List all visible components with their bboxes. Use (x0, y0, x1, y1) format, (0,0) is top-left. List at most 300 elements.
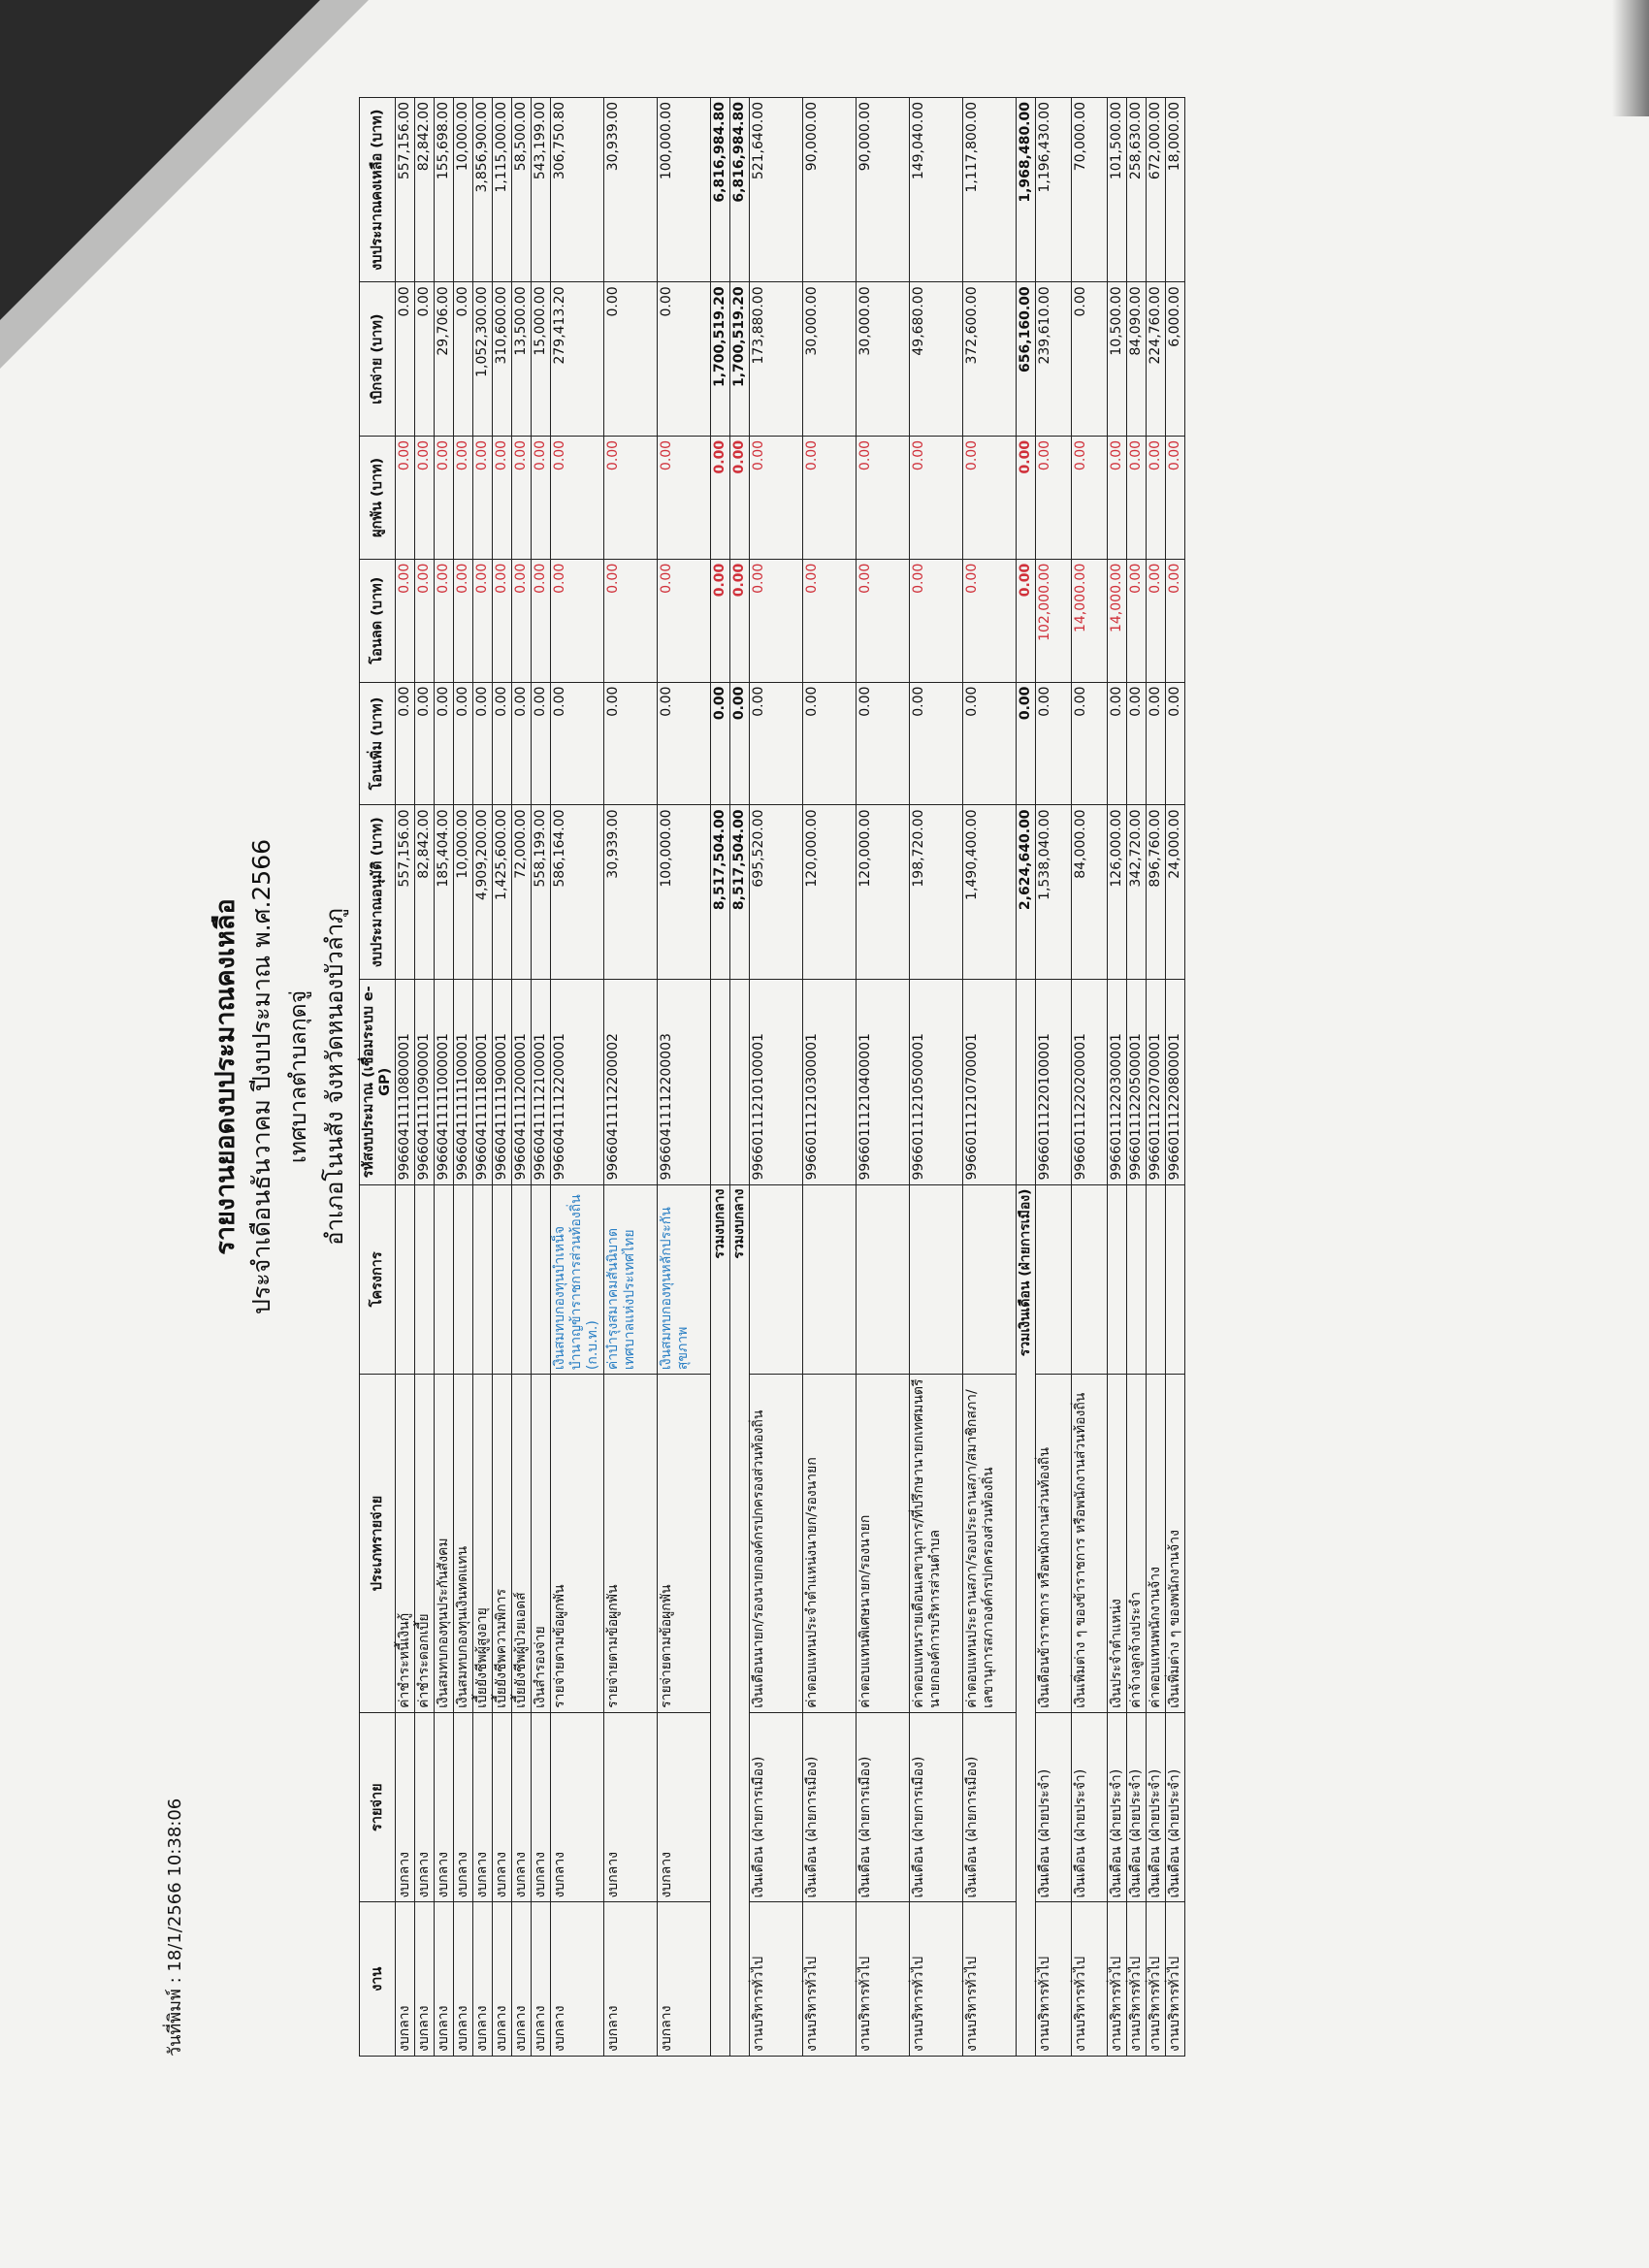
cell-raijai: เงินเดือน (ฝ่ายการเมือง) (750, 1712, 803, 1902)
cell-spent: 10,500.00 (1108, 282, 1127, 437)
subtotal-commit: 0.00 (1017, 436, 1036, 559)
cell-project (1108, 1184, 1127, 1375)
cell-spent: 0.00 (604, 282, 658, 437)
cell-project (1166, 1184, 1185, 1375)
cell-code: 99660111210500001 (910, 980, 963, 1184)
scan-edge (1612, 0, 1649, 116)
cell-pra: เงินเดือนข้าราชการ หรือพนักงานส่วนท้องถิ่น (1036, 1375, 1072, 1713)
cell-code: 99660411112200002 (604, 980, 658, 1184)
cell-pra: เบี้ยยังชีพความพิการ (493, 1375, 512, 1713)
subtotal-approved: 8,517,504.00 (730, 805, 750, 980)
subtotal-code (730, 980, 750, 1184)
table-row (473, 98, 493, 2057)
cell-project (435, 1184, 454, 1375)
cell-reduce: 102,000.00 (1036, 559, 1072, 682)
cell-add: 0.00 (473, 682, 493, 805)
cell-pra: เงินสำรองจ่าย (532, 1375, 551, 1713)
table-row (857, 98, 910, 2057)
cell-reduce: 0.00 (1127, 559, 1147, 682)
cell-commit: 0.00 (1072, 436, 1108, 559)
cell-approved: 1,538,040.00 (1036, 805, 1072, 980)
cell-remain: 70,000.00 (1072, 98, 1108, 282)
cell-code: 99660411112000001 (512, 980, 532, 1184)
cell-raijai: งบกลาง (658, 1712, 711, 1902)
cell-remain: 30,939.00 (604, 98, 658, 282)
col-pra: ประเภทรายจ่าย (360, 1375, 396, 1713)
cell-approved: 72,000.00 (512, 805, 532, 980)
cell-ngan: งบกลาง (454, 1902, 473, 2057)
subtotal-code (711, 980, 730, 1184)
cell-raijai: งบกลาง (512, 1712, 532, 1902)
subtotal-remain: 6,816,984.80 (711, 98, 730, 282)
cell-approved: 82,842.00 (415, 805, 435, 980)
col-project: โครงการ (360, 1184, 396, 1375)
cell-commit: 0.00 (415, 436, 435, 559)
cell-approved: 24,000.00 (1166, 805, 1185, 980)
cell-pra: เงินสมทบกองทุนประกันสังคม (435, 1375, 454, 1713)
cell-remain: 672,000.00 (1147, 98, 1166, 282)
col-commit: ผูกพัน (บาท) (360, 436, 396, 559)
table-row (454, 98, 473, 2057)
cell-raijai: เงินเดือน (ฝ่ายประจำ) (1147, 1712, 1166, 1902)
cell-approved: 198,720.00 (910, 805, 963, 980)
cell-raijai: เงินเดือน (ฝ่ายประจำ) (1036, 1712, 1072, 1902)
subtotal-label: รวมงบกลาง (730, 1184, 750, 2056)
cell-reduce: 0.00 (803, 559, 857, 682)
cell-remain: 90,000.00 (803, 98, 857, 282)
col-add: โอนเพิ่ม (บาท) (360, 682, 396, 805)
cell-approved: 120,000.00 (857, 805, 910, 980)
cell-raijai: งบกลาง (532, 1712, 551, 1902)
cell-ngan: งานบริหารทั่วไป (910, 1902, 963, 2057)
cell-commit: 0.00 (1166, 436, 1185, 559)
cell-pra: เบี้ยยังชีพผู้สูงอายุ (473, 1375, 493, 1713)
table-row (963, 98, 1017, 2057)
col-approved: งบประมาณอนุมัติ (บาท) (360, 805, 396, 980)
subtotal-reduce: 0.00 (730, 559, 750, 682)
rotated-document (146, 68, 1445, 2086)
cell-raijai: งบกลาง (493, 1712, 512, 1902)
subtotal-label: รวมงบกลาง (711, 1184, 730, 2056)
cell-raijai: เงินเดือน (ฝ่ายประจำ) (1127, 1712, 1147, 1902)
col-remain: งบประมาณคงเหลือ (บาท) (360, 98, 396, 282)
cell-add: 0.00 (803, 682, 857, 805)
cell-reduce: 0.00 (493, 559, 512, 682)
subtotal-commit: 0.00 (730, 436, 750, 559)
subtotal-row (730, 98, 750, 2057)
table-row (415, 98, 435, 2057)
cell-project: เงินสมทบกองทุนหลักประกันสุขภาพ (658, 1184, 711, 1375)
cell-spent: 15,000.00 (532, 282, 551, 437)
cell-project (1147, 1184, 1166, 1375)
cell-raijai: เงินเดือน (ฝ่ายการเมือง) (803, 1712, 857, 1902)
cell-spent: 224,760.00 (1147, 282, 1166, 437)
table-row (1127, 98, 1147, 2057)
cell-approved: 557,156.00 (396, 805, 415, 980)
cell-remain: 10,000.00 (454, 98, 473, 282)
cell-spent: 29,706.00 (435, 282, 454, 437)
cell-commit: 0.00 (803, 436, 857, 559)
table-row (532, 98, 551, 2057)
cell-project (512, 1184, 532, 1375)
cell-raijai: งบกลาง (551, 1712, 604, 1902)
subtotal-add: 0.00 (730, 682, 750, 805)
subtotal-add: 0.00 (711, 682, 730, 805)
cell-remain: 18,000.00 (1166, 98, 1185, 282)
table-row (435, 98, 454, 2057)
cell-commit: 0.00 (963, 436, 1017, 559)
table-row (551, 98, 604, 2057)
report-org: เทศบาลตำบลกุดจู่ (286, 989, 311, 1164)
cell-code: 99660411111100001 (454, 980, 473, 1184)
subtotal-add: 0.00 (1017, 682, 1036, 805)
cell-reduce: 0.00 (963, 559, 1017, 682)
cell-approved: 558,199.00 (532, 805, 551, 980)
cell-ngan: งบกลาง (512, 1902, 532, 2057)
cell-ngan: งานบริหารทั่วไป (803, 1902, 857, 2057)
cell-project (396, 1184, 415, 1375)
cell-commit: 0.00 (750, 436, 803, 559)
report-location: อำเภอโนนสัง จังหวัดหนองบัวลำภู (321, 908, 348, 1246)
subtotal-reduce: 0.00 (1017, 559, 1036, 682)
cell-project (532, 1184, 551, 1375)
cell-add: 0.00 (454, 682, 473, 805)
cell-pra: ค่าตอบแทนประธานสภา/รองประธานสภา/สมาชิกสภา/เลขานุการสภาองค์กรปกครองส่วนท้องถิ่น (963, 1375, 1017, 1713)
table-row (396, 98, 415, 2057)
cell-code: 99660411110900001 (415, 980, 435, 1184)
cell-spent: 49,680.00 (910, 282, 963, 437)
cell-remain: 306,750.80 (551, 98, 604, 282)
cell-project (1127, 1184, 1147, 1375)
cell-reduce: 0.00 (415, 559, 435, 682)
cell-approved: 10,000.00 (454, 805, 473, 980)
report-period: ประจำเดือนธันวาคม ปีงบประมาณ พ.ศ.2566 (247, 838, 275, 1315)
subtotal-spent: 1,700,519.20 (730, 282, 750, 437)
cell-project (750, 1184, 803, 1375)
cell-approved: 30,939.00 (604, 805, 658, 980)
cell-code: 99660111220100001 (1036, 980, 1072, 1184)
cell-add: 0.00 (1127, 682, 1147, 805)
table-row (1036, 98, 1072, 2057)
table-body-staff-salary (1036, 98, 1185, 2057)
cell-reduce: 0.00 (551, 559, 604, 682)
subtotals-central (711, 98, 750, 2057)
cell-add: 0.00 (415, 682, 435, 805)
subtotals-political (1017, 98, 1036, 2057)
cell-spent: 84,090.00 (1127, 282, 1147, 437)
table-row (604, 98, 658, 2057)
cell-remain: 543,199.00 (532, 98, 551, 282)
cell-project (910, 1184, 963, 1375)
cell-raijai: เงินเดือน (ฝ่ายการเมือง) (963, 1712, 1017, 1902)
cell-reduce: 0.00 (435, 559, 454, 682)
col-reduce: โอนลด (บาท) (360, 559, 396, 682)
cell-ngan: งานบริหารทั่วไป (1072, 1902, 1108, 2057)
cell-spent: 279,413.20 (551, 282, 604, 437)
cell-raijai: งบกลาง (604, 1712, 658, 1902)
cell-code: 99660411110800001 (396, 980, 415, 1184)
cell-spent: 0.00 (658, 282, 711, 437)
cell-reduce: 0.00 (910, 559, 963, 682)
cell-remain: 155,698.00 (435, 98, 454, 282)
cell-add: 0.00 (658, 682, 711, 805)
cell-pra: ค่าชำระดอกเบี้ย (415, 1375, 435, 1713)
cell-remain: 1,117,800.00 (963, 98, 1017, 282)
table-row (803, 98, 857, 2057)
cell-approved: 342,720.00 (1127, 805, 1147, 980)
cell-reduce: 0.00 (658, 559, 711, 682)
cell-add: 0.00 (857, 682, 910, 805)
cell-add: 0.00 (1036, 682, 1072, 805)
cell-raijai: เงินเดือน (ฝ่ายการเมือง) (857, 1712, 910, 1902)
cell-raijai: งบกลาง (435, 1712, 454, 1902)
cell-pra: ค่าตอบแทนพิเศษนายก/รองนายก (857, 1375, 910, 1713)
cell-project (415, 1184, 435, 1375)
cell-pra: รายจ่ายตามข้อผูกพัน (604, 1375, 658, 1713)
cell-pra: ค่าชำระหนี้เงินกู้ (396, 1375, 415, 1713)
table-row (658, 98, 711, 2057)
cell-code: 99660111220200001 (1072, 980, 1108, 1184)
cell-code: 99660411111900001 (493, 980, 512, 1184)
subtotal-commit: 0.00 (711, 436, 730, 559)
cell-code: 99660411112200001 (551, 980, 604, 1184)
cell-pra: เงินสมทบกองทุนเงินทดแทน (454, 1375, 473, 1713)
table-row (1166, 98, 1185, 2057)
cell-commit: 0.00 (551, 436, 604, 559)
cell-project (473, 1184, 493, 1375)
subtotal-row (1017, 98, 1036, 2057)
cell-add: 0.00 (963, 682, 1017, 805)
cell-spent: 0.00 (415, 282, 435, 437)
table-row (750, 98, 803, 2057)
col-ngan: งาน (360, 1902, 396, 2057)
cell-approved: 4,909,200.00 (473, 805, 493, 980)
cell-spent: 310,600.00 (493, 282, 512, 437)
cell-approved: 100,000.00 (658, 805, 711, 980)
cell-ngan: งบกลาง (658, 1902, 711, 2057)
cell-code: 99660111210400001 (857, 980, 910, 1184)
table-row (1147, 98, 1166, 2057)
cell-approved: 185,404.00 (435, 805, 454, 980)
cell-project (1072, 1184, 1108, 1375)
cell-spent: 372,600.00 (963, 282, 1017, 437)
cell-add: 0.00 (396, 682, 415, 805)
cell-reduce: 0.00 (532, 559, 551, 682)
cell-code: 99660411111800001 (473, 980, 493, 1184)
cell-approved: 896,760.00 (1147, 805, 1166, 980)
cell-commit: 0.00 (658, 436, 711, 559)
table-row (1108, 98, 1127, 2057)
cell-add: 0.00 (435, 682, 454, 805)
cell-code: 99660411111000001 (435, 980, 454, 1184)
cell-approved: 126,000.00 (1108, 805, 1127, 980)
cell-reduce: 0.00 (1166, 559, 1185, 682)
cell-spent: 0.00 (1072, 282, 1108, 437)
cell-add: 0.00 (750, 682, 803, 805)
cell-pra: เบี้ยยังชีพผู้ป่วยเอดส์ (512, 1375, 532, 1713)
cell-add: 0.00 (1166, 682, 1185, 805)
cell-add: 0.00 (1147, 682, 1166, 805)
report-title: รายงานยอดงบประมาณคงเหลือ (210, 898, 241, 1255)
cell-ngan: งบกลาง (604, 1902, 658, 2057)
cell-raijai: งบกลาง (396, 1712, 415, 1902)
cell-reduce: 0.00 (454, 559, 473, 682)
subtotal-row (711, 98, 730, 2057)
print-date: วันที่พิมพ์ : 18/1/2566 10:38:06 (165, 1798, 185, 2057)
cell-commit: 0.00 (604, 436, 658, 559)
cell-pra: เงินเพิ่มต่าง ๆ ของข้าราชการ หรือพนักงานส่วนท้องถิ่น (1072, 1375, 1108, 1713)
cell-commit: 0.00 (473, 436, 493, 559)
cell-pra: ค่าตอบแทนรายเดือนเลขานุการ/ที่ปรึกษานายกเทศมนตรี นายกองค์การบริหารส่วนตำบล (910, 1375, 963, 1713)
cell-add: 0.00 (532, 682, 551, 805)
table-row (1072, 98, 1108, 2057)
cell-code: 99660111210700001 (963, 980, 1017, 1184)
cell-pra: ค่าตอบแทนพนักงานจ้าง (1147, 1375, 1166, 1713)
cell-approved: 1,490,400.00 (963, 805, 1017, 980)
cell-ngan: งานบริหารทั่วไป (750, 1902, 803, 2057)
cell-commit: 0.00 (396, 436, 415, 559)
cell-project (454, 1184, 473, 1375)
cell-ngan: งบกลาง (396, 1902, 415, 2057)
cell-approved: 695,520.00 (750, 805, 803, 980)
budget-table (359, 97, 1185, 2057)
cell-raijai: เงินเดือน (ฝ่ายประจำ) (1072, 1712, 1108, 1902)
cell-project (493, 1184, 512, 1375)
cell-ngan: งบกลาง (493, 1902, 512, 2057)
cell-reduce: 0.00 (1147, 559, 1166, 682)
cell-pra: รายจ่ายตามข้อผูกพัน (658, 1375, 711, 1713)
cell-spent: 239,610.00 (1036, 282, 1072, 437)
cell-reduce: 14,000.00 (1108, 559, 1127, 682)
cell-remain: 521,640.00 (750, 98, 803, 282)
cell-raijai: งบกลาง (473, 1712, 493, 1902)
cell-commit: 0.00 (1108, 436, 1127, 559)
cell-approved: 586,164.00 (551, 805, 604, 980)
cell-add: 0.00 (551, 682, 604, 805)
cell-code: 99660111210100001 (750, 980, 803, 1184)
cell-commit: 0.00 (857, 436, 910, 559)
cell-remain: 90,000.00 (857, 98, 910, 282)
cell-reduce: 0.00 (473, 559, 493, 682)
cell-approved: 120,000.00 (803, 805, 857, 980)
cell-ngan: งานบริหารทั่วไป (1036, 1902, 1072, 2057)
cell-commit: 0.00 (493, 436, 512, 559)
subtotal-approved: 8,517,504.00 (711, 805, 730, 980)
subtotal-remain: 1,968,480.00 (1017, 98, 1036, 282)
cell-ngan: งบกลาง (551, 1902, 604, 2057)
col-code: รหัสงบประมาณ (เชื่อมระบบ e-GP) (360, 980, 396, 1184)
cell-spent: 13,500.00 (512, 282, 532, 437)
cell-spent: 30,000.00 (857, 282, 910, 437)
cell-raijai: งบกลาง (415, 1712, 435, 1902)
cell-raijai: เงินเดือน (ฝ่ายประจำ) (1166, 1712, 1185, 1902)
cell-raijai: งบกลาง (454, 1712, 473, 1902)
subtotal-code (1017, 980, 1036, 1184)
cell-project: เงินสมทบกองทุนบำเหน็จบำนาญข้าราชการส่วนท้องถิ่น (ก.บ.ท.) (551, 1184, 604, 1375)
cell-commit: 0.00 (1036, 436, 1072, 559)
table-row (910, 98, 963, 2057)
cell-remain: 557,156.00 (396, 98, 415, 282)
subtotal-spent: 656,160.00 (1017, 282, 1036, 437)
cell-pra: เงินประจำตำแหน่ง (1108, 1375, 1127, 1713)
subtotal-reduce: 0.00 (711, 559, 730, 682)
cell-pra: รายจ่ายตามข้อผูกพัน (551, 1375, 604, 1713)
cell-spent: 6,000.00 (1166, 282, 1185, 437)
cell-add: 0.00 (1072, 682, 1108, 805)
cell-raijai: เงินเดือน (ฝ่ายการเมือง) (910, 1712, 963, 1902)
cell-commit: 0.00 (454, 436, 473, 559)
cell-reduce: 0.00 (604, 559, 658, 682)
cell-add: 0.00 (493, 682, 512, 805)
cell-spent: 30,000.00 (803, 282, 857, 437)
cell-reduce: 0.00 (857, 559, 910, 682)
cell-spent: 173,880.00 (750, 282, 803, 437)
cell-remain: 1,196,430.00 (1036, 98, 1072, 282)
cell-raijai: เงินเดือน (ฝ่ายประจำ) (1108, 1712, 1127, 1902)
cell-reduce: 0.00 (750, 559, 803, 682)
cell-ngan: งบกลาง (532, 1902, 551, 2057)
cell-reduce: 0.00 (396, 559, 415, 682)
cell-spent: 0.00 (396, 282, 415, 437)
cell-project: ค่าบำรุงสมาคมสันนิบาตเทศบาลแห่งประเทศไทย (604, 1184, 658, 1375)
cell-code: 99660111220800001 (1166, 980, 1185, 1184)
cell-code: 99660111220500001 (1127, 980, 1147, 1184)
cell-commit: 0.00 (532, 436, 551, 559)
cell-reduce: 14,000.00 (1072, 559, 1108, 682)
cell-remain: 3,856,900.00 (473, 98, 493, 282)
cell-commit: 0.00 (435, 436, 454, 559)
table-body-political-salary (750, 98, 1017, 2057)
cell-commit: 0.00 (1147, 436, 1166, 559)
cell-spent: 1,052,300.00 (473, 282, 493, 437)
cell-add: 0.00 (1108, 682, 1127, 805)
subtotal-approved: 2,624,640.00 (1017, 805, 1036, 980)
cell-pra: เงินเพิ่มต่าง ๆ ของพนักงานจ้าง (1166, 1375, 1185, 1713)
cell-code: 99660411112200003 (658, 980, 711, 1184)
cell-code: 99660411112100001 (532, 980, 551, 1184)
cell-remain: 1,115,000.00 (493, 98, 512, 282)
cell-ngan: งานบริหารทั่วไป (1147, 1902, 1166, 2057)
cell-ngan: งานบริหารทั่วไป (1108, 1902, 1127, 2057)
table-body-central (396, 98, 711, 2057)
cell-add: 0.00 (604, 682, 658, 805)
cell-remain: 101,500.00 (1108, 98, 1127, 282)
cell-pra: ค่าตอบแทนประจำตำแหน่งนายก/รองนายก (803, 1375, 857, 1713)
cell-ngan: งานบริหารทั่วไป (1166, 1902, 1185, 2057)
cell-ngan: งบกลาง (473, 1902, 493, 2057)
cell-remain: 258,630.00 (1127, 98, 1147, 282)
cell-pra: ค่าจ้างลูกจ้างประจำ (1127, 1375, 1147, 1713)
cell-commit: 0.00 (1127, 436, 1147, 559)
cell-remain: 82,842.00 (415, 98, 435, 282)
cell-reduce: 0.00 (512, 559, 532, 682)
subtotal-spent: 1,700,519.20 (711, 282, 730, 437)
cell-approved: 1,425,600.00 (493, 805, 512, 980)
cell-code: 99660111220700001 (1147, 980, 1166, 1184)
cell-project (803, 1184, 857, 1375)
cell-remain: 58,500.00 (512, 98, 532, 282)
subtotal-label: รวมเงินเดือน (ฝ่ายการเมือง) (1017, 1184, 1036, 2056)
cell-ngan: งานบริหารทั่วไป (857, 1902, 910, 2057)
cell-ngan: งบกลาง (415, 1902, 435, 2057)
cell-code: 99660111210300001 (803, 980, 857, 1184)
cell-project (963, 1184, 1017, 1375)
cell-add: 0.00 (512, 682, 532, 805)
cell-spent: 0.00 (454, 282, 473, 437)
cell-add: 0.00 (910, 682, 963, 805)
cell-ngan: งานบริหารทั่วไป (1127, 1902, 1147, 2057)
cell-project (1036, 1184, 1072, 1375)
